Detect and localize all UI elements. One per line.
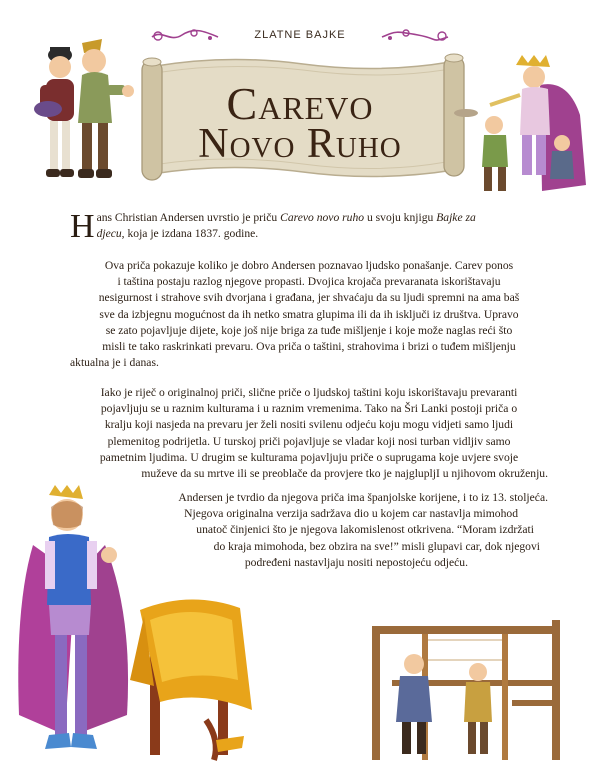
paragraph-3-line: Iako je riječ o originalnoj priči, slične priče o ljudskoj taštini koju iskorištavaju prevaranti [100, 386, 518, 399]
paragraph-4-line: Andersen je tvrdio da njegova priča ima španjolske korijene, i to iz 13. stoljeća. [178, 491, 548, 504]
tailors-illustration [20, 35, 140, 195]
paragraph-4-line: podređeni nastavljaju nositi nepostojeću odjeću. [244, 555, 468, 569]
paragraph-4-line: unatoč činjenici što je njegova lakomislenost otkrivena. “Moram izdržati [196, 523, 534, 537]
emperor-courtiers-illustration [450, 55, 590, 200]
intro-book-title: Carevo novo ruho [280, 211, 365, 224]
paragraph-3-line: kralju koji nasjeda na prevaru jer želi nositi svilenu odjeću koju mogu vidjeti samo ljudi [104, 418, 514, 432]
intro-paragraph [70, 208, 548, 245]
paragraph-2-line: i taština postaju razlog njegove propasti. Dvojica krojača prevaranata iskorištavaju [117, 275, 501, 289]
title-line-1: Carevo [226, 78, 374, 129]
chair-with-robe-illustration [120, 590, 265, 765]
paragraph-3-line: pojavljuju se u raznim kulturama i u raznim vremenima. Tako na Šri Lanki postoji priča o [100, 402, 518, 416]
paragraph-4-line: do kraja mimohoda, bez obzira na sve!” misli glupavi car, dok njegovi [213, 539, 540, 553]
paragraph-4-line: Njegova originalna verzija sadržava dio u kojem car nastavlja mimohod [184, 507, 518, 521]
paragraph-4 [120, 490, 548, 571]
right-flourish-ornament [380, 25, 452, 45]
paragraph-2-line: se zato pojavljuje dijete, koje još nije briga za tuđe mišljenje i koje može naglas reći što [105, 323, 513, 337]
title-line-2: Novo Ruho [198, 121, 402, 167]
paragraph-3-line: pametnim ljudima. U drugim se kulturama pojavljuju priče o suprugama koje uvjere svoje [99, 450, 519, 464]
paragraph-2-line: Ova priča pokazuje koliko je dobro Andersen poznavao ljudsko ponašanje. Carev ponos [104, 259, 514, 272]
series-label: ZLATNE BAJKE [254, 29, 346, 41]
paragraph-2-line: nesigurnost i strahove svih dvorjana i građana, jer shvaćaju da su ljudi spremni na ama baš [98, 291, 520, 305]
intro-text-3: , koja je izdana 1837. godine. [121, 227, 259, 241]
drop-cap: H [70, 208, 95, 245]
paragraph-2-line: misli te tako raskrinkati prevaru. Ova priča o taštini, strahovima i brizi o tuđem mišljenju [102, 340, 516, 354]
loom-weavers-illustration [362, 610, 577, 770]
intro-text-2: u svoju knjigu [364, 211, 437, 224]
intro-text-1: ans Christian Andersen uvrstio je priču [96, 211, 281, 224]
paragraph-3-line: plemenitog podrijetla. U turskoj priči pojavljuje se vladar koji nosi turban vidljiv samo [107, 434, 511, 448]
intro-collection-title-b: djecu [96, 227, 122, 241]
paragraph-3 [70, 385, 548, 482]
paragraph-2-line: aktualna je i danas. [70, 356, 159, 370]
paragraph-3-line: muževe da su mrtve ili se preoblače da provjere tko je najglupljI u njihovom okruženju. [141, 467, 548, 481]
paragraph-2-line: sve da izbjegnu mogućnost da ih netko smatra glupima ili da ih isključi iz društva. Upravo [99, 307, 519, 321]
paragraph-2 [70, 258, 548, 371]
intro-collection-title-a: Bajke za [436, 211, 476, 224]
